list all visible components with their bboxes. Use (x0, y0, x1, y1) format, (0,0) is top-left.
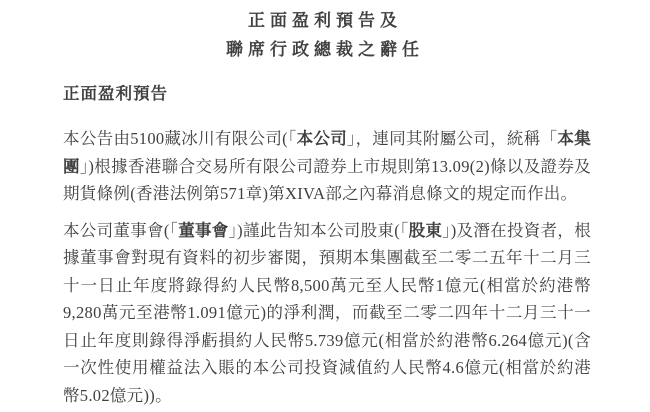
document-title-line-1: 正面盈利預告及 (248, 11, 402, 30)
document-title-line-2: 聯席行政總裁之辭任 (226, 40, 424, 59)
text-run: 」)謹此告知本公司股東(「 (228, 220, 409, 240)
defined-term: 本集團 (63, 129, 591, 176)
text-run: 」)及潛在投資者，根據董事會對現有資料的初步審閱，預期本集團截至二零二五年十二月三十一日止年度將錄得約人民幣8,500萬元至人民幣1億元(相當於約港幣9,280萬元至港幣1.091億元)的淨利潤，而截至二零二四年十二月三十一日止年度則錄得淨虧損約人民幣5.739億元(相當於約港幣6.264億元)(含一次性使用權益法入賬的本公司投資減值約人民幣4.6億元(相當於約港幣5.02億元))。 (63, 220, 591, 405)
text-run: 本公告由5100藏冰川有限公司(「 (63, 129, 297, 148)
paragraph-listing-rules-basis (63, 125, 591, 208)
text-run: 本公司董事會(「 (63, 220, 179, 240)
paragraph-profit-forecast-details (63, 217, 591, 410)
document-title (0, 6, 650, 64)
defined-term: 股東 (408, 220, 443, 240)
defined-term: 董事會 (178, 220, 229, 240)
text-run: 」，連同其附屬公司，統稱「 (347, 129, 558, 148)
section-heading-profit-alert: 正面盈利預告 (63, 84, 168, 103)
text-run: 」)根據香港聯合交易所有限公司證券上市規則第13.09(2)條以及證券及期貨條例(香港法例第571章)第XIVA部之內幕消息條文的規定而作出。 (63, 156, 591, 203)
defined-term: 本公司 (296, 129, 348, 148)
